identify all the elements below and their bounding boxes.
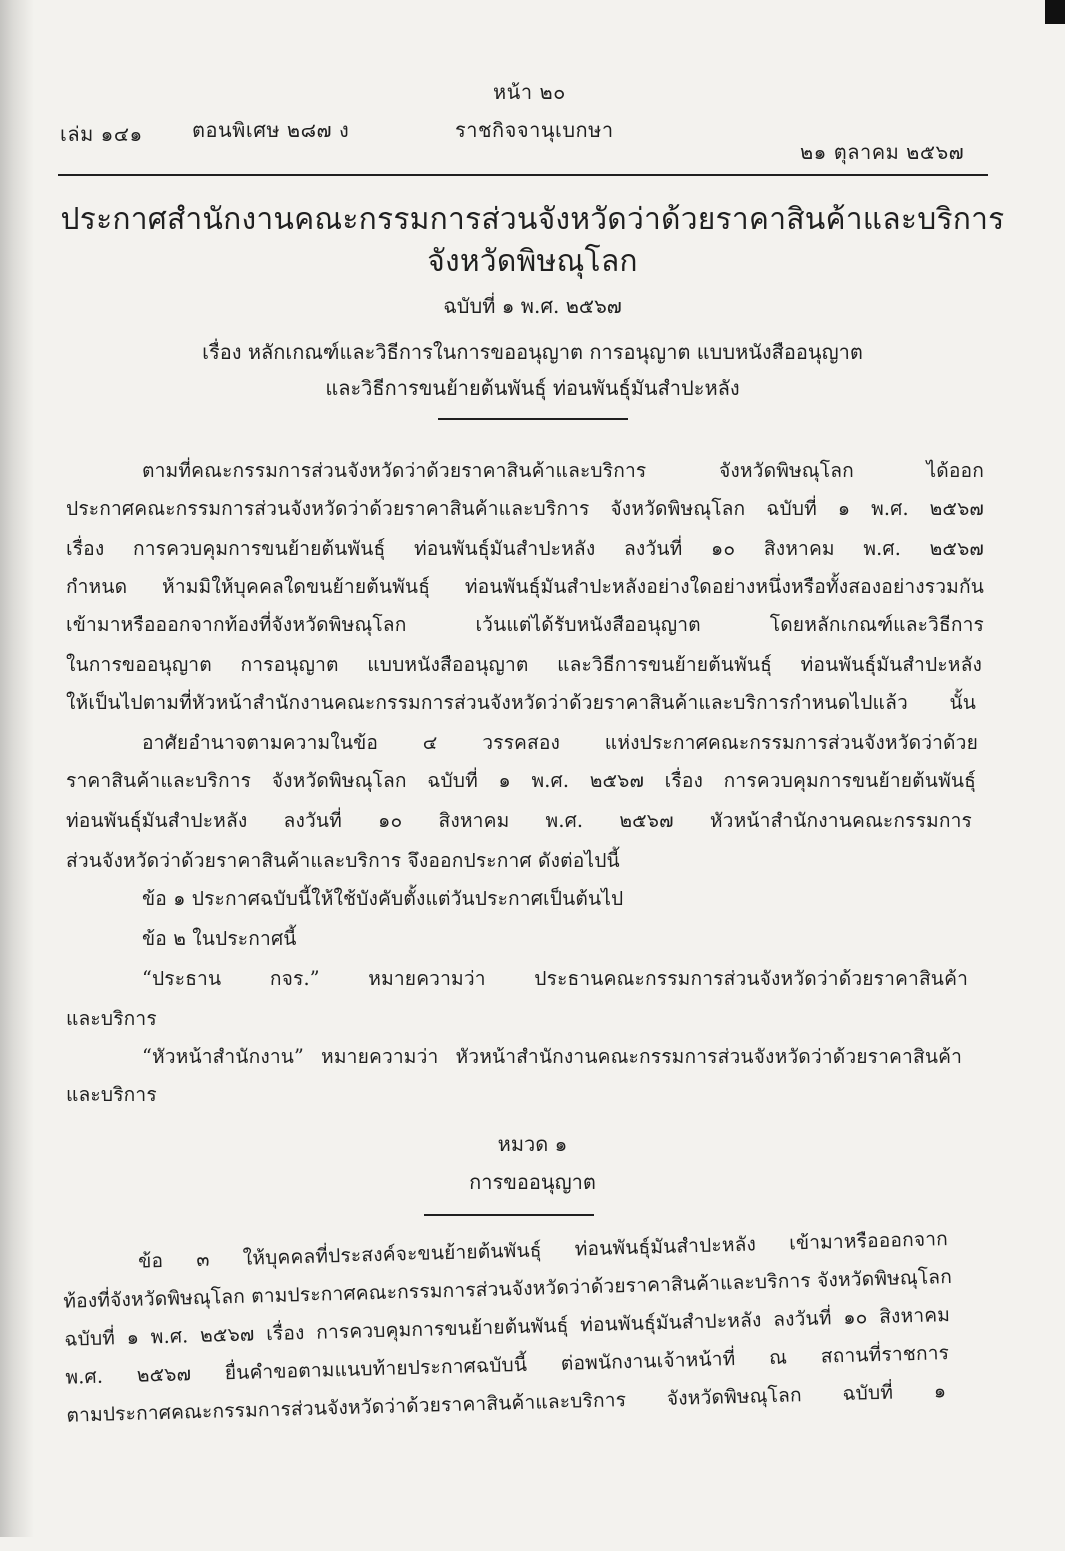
clause-3-line: ข้อ ๓ ให้บุคคลที่ประสงค์จะขนย้ายต้นพันธุ์ ท่อนพันธุ์มันสำปะหลัง เข้ามาหรือออกจาก [137, 1227, 949, 1273]
authority-line: อาศัยอำนาจตามความในข้อ ๔ วรรคสอง แห่งประกาศคณะกรรมการส่วนจังหวัดว่าด้วย [142, 731, 978, 754]
subject-line-1: เรื่อง หลักเกณฑ์และวิธีการในการขออนุญาต การอนุญาต แบบหนังสืออนุญาต [202, 340, 863, 364]
definition-chairman: “ประธาน กจร.” หมายความว่า ประธานคณะกรรมการส่วนจังหวัดว่าด้วยราคาสินค้า [142, 967, 968, 990]
section-number: ตอนพิเศษ ๒๘๗ ง [192, 118, 350, 142]
subject-line-2: และวิธีการขนย้ายต้นพันธุ์ ท่อนพันธุ์มันสำปะหลัง [325, 376, 740, 400]
preamble-line: เรื่อง การควบคุมการขนย้ายต้นพันธุ์ ท่อนพันธุ์มันสำปะหลัง ลงวันที่ ๑๐ สิงหาคม พ.ศ. ๒๕๖๗ [66, 537, 984, 560]
clause-3-line: ฉบับที่ ๑ พ.ศ. ๒๕๖๗ เรื่อง การควบคุมการขนย้ายต้นพันธุ์ ท่อนพันธุ์มันสำปะหลัง ลงวันที่ ๑๐ สิงหาคม [64, 1302, 951, 1351]
document-title: ประกาศสำนักงานคณะกรรมการส่วนจังหวัดว่าด้วยราคาสินค้าและบริการ [60, 202, 1005, 237]
chapter-number: หมวด ๑ [497, 1132, 568, 1156]
definition-chairman-cont: และบริการ [66, 1007, 157, 1030]
clause-1: ข้อ ๑ ประกาศฉบับนี้ให้ใช้บังคับตั้งแต่วันประกาศเป็นต้นไป [142, 887, 624, 910]
preamble-line: ในการขออนุญาต การอนุญาต แบบหนังสืออนุญาต และวิธีการขนย้ายต้นพันธุ์ ท่อนพันธุ์มันสำปะหลัง [66, 653, 982, 676]
preamble-line: ให้เป็นไปตามที่หัวหน้าสำนักงานคณะกรรมการส่วนจังหวัดว่าด้วยราคาสินค้าและบริการกำหนดไปแล้ว นั้น [66, 691, 976, 714]
authority-line: ส่วนจังหวัดว่าด้วยราคาสินค้าและบริการ จึงออกประกาศ ดังต่อไปนี้ [66, 849, 620, 872]
preamble-line: ประกาศคณะกรรมการส่วนจังหวัดว่าด้วยราคาสินค้าและบริการ จังหวัดพิษณุโลก ฉบับที่ ๑ พ.ศ. ๒๕๖๗ [66, 497, 984, 520]
clause-3-line: ท้องที่จังหวัดพิษณุโลก ตามประกาศคณะกรรมการส่วนจังหวัดว่าด้วยราคาสินค้าและบริการ จังหวัดพิษณุโลก [62, 1264, 953, 1313]
publication-date: ๒๑ ตุลาคม ๒๕๖๗ [800, 140, 965, 164]
preamble-line: ตามที่คณะกรรมการส่วนจังหวัดว่าด้วยราคาสินค้าและบริการ จังหวัดพิษณุโลก ได้ออก [142, 459, 984, 482]
clause-2: ข้อ ๒ ในประกาศนี้ [142, 927, 297, 950]
issue-number: ฉบับที่ ๑ พ.ศ. ๒๕๖๗ [443, 294, 622, 318]
gazette-name: ราชกิจจานุเบกษา [455, 118, 614, 142]
clause-3-line: ตามประกาศคณะกรรมการส่วนจังหวัดว่าด้วยราคาสินค้าและบริการ จังหวัดพิษณุโลก ฉบับที่ ๑ [66, 1379, 947, 1427]
chapter-title: การขออนุญาต [469, 1170, 596, 1194]
definition-office-head-cont: และบริการ [66, 1083, 157, 1106]
definition-office-head: “หัวหน้าสำนักงาน” หมายความว่า หัวหน้าสำนักงานคณะกรรมการส่วนจังหวัดว่าด้วยราคาสินค้า [142, 1045, 962, 1068]
page-number: หน้า ๒๐ [493, 80, 566, 104]
document-title-province: จังหวัดพิษณุโลก [427, 244, 638, 279]
preamble-line: เข้ามาหรือออกจากท้องที่จังหวัดพิษณุโลก เว้นแต่ได้รับหนังสืออนุญาต โดยหลักเกณฑ์และวิธีการ [66, 613, 984, 636]
preamble-line: กำหนด ห้ามมิให้บุคคลใดขนย้ายต้นพันธุ์ ท่อนพันธุ์มันสำปะหลังอย่างใดอย่างหนึ่งหรือทั้งสองอย่างรวมกัน [66, 575, 984, 598]
authority-line: ราคาสินค้าและบริการ จังหวัดพิษณุโลก ฉบับที่ ๑ พ.ศ. ๒๕๖๗ เรื่อง การควบคุมการขนย้ายต้นพันธุ์ [66, 769, 976, 792]
authority-line: ท่อนพันธุ์มันสำปะหลัง ลงวันที่ ๑๐ สิงหาคม พ.ศ. ๒๕๖๗ หัวหน้าสำนักงานคณะกรรมการ [66, 809, 972, 832]
volume-number: เล่ม ๑๔๑ [60, 122, 143, 146]
clause-3-line: พ.ศ. ๒๕๖๗ ยื่นคำขอตามแนบท้ายประกาศฉบับนี้ ต่อพนักงานเจ้าหน้าที่ ณ สถานที่ราชการ [65, 1341, 950, 1389]
